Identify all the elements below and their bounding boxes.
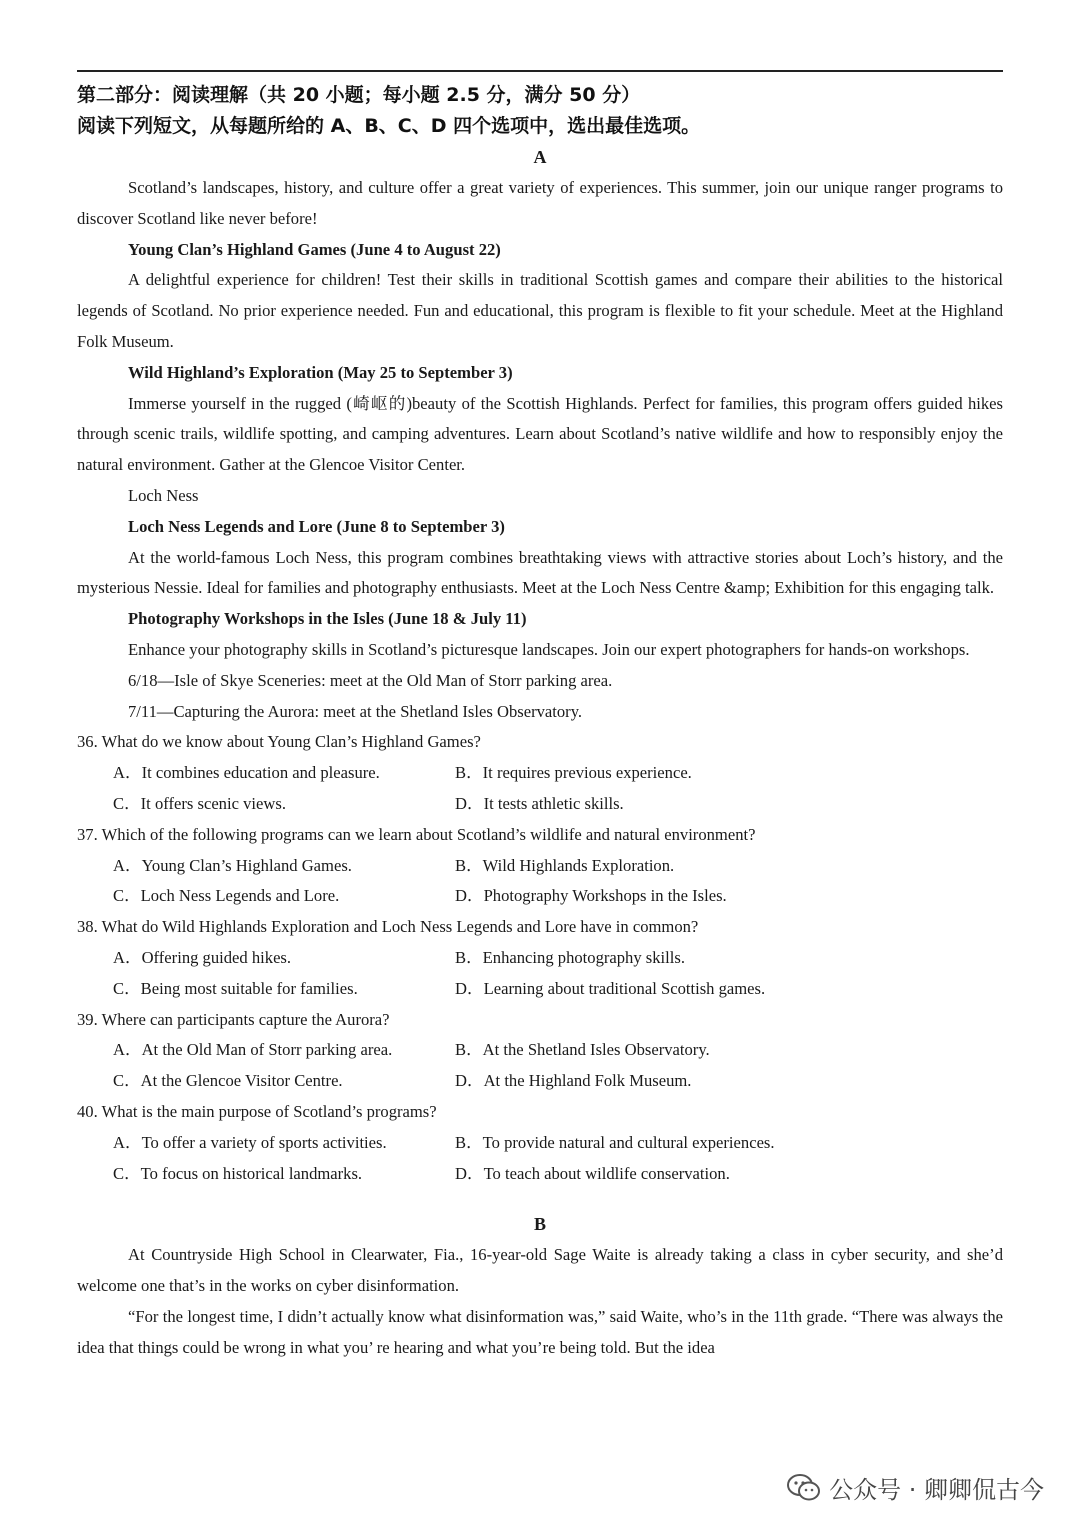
option-c: C．Being most suitable for families. [113,978,358,998]
option-a: A．To offer a variety of sports activities. [113,1132,387,1152]
wechat-watermark [787,1470,1044,1505]
option-d: D．Photography Workshops in the Isles. [455,886,727,906]
watermark-text: 公众号 · 卿卿侃古今 [829,1476,1044,1504]
option-c: C．Loch Ness Legends and Lore. [113,886,340,906]
passage-b-paragraph-2: “For the longest time, I didn’t actually know what disinformation was,” said Waite, who’s in the 11th grade. “There was always the idea that things could be wrong in what you’ re hearing and what you’re being told. But the idea [77,1306,1003,1357]
question-40 [77,1097,1003,1189]
program-3-title: Loch Ness Legends and Lore (June 8 to September 3) [128,516,505,536]
question-stem: 39. Where can participants capture the Aurora? [77,1009,390,1029]
program-4-title: Photography Workshops in the Isles (June 18 & July 11) [128,609,527,629]
option-b: B．It requires previous experience. [455,763,692,783]
program-1-title: Young Clan’s Highland Games (June 4 to August 22) [128,239,501,259]
option-a: A．At the Old Man of Storr parking area. [113,1040,393,1060]
program-2-title: Wild Highland’s Exploration (May 25 to September 3) [128,362,513,382]
top-rule [77,70,1003,72]
option-a: A．Young Clan’s Highland Games. [113,855,352,875]
question-38 [77,912,1003,1004]
program-3-body: At the world-famous Loch Ness, this program combines breathtaking views with attractive stories about Loch’s history, and the mysterious Nessie. Ideal for families and photography enthusiasts. Meet at the Loch Ness Centre &amp; Exhibition for this engaging talk. [77,547,1003,598]
exam-page [77,70,1003,1363]
program-4-line-2: 7/11—Capturing the Aurora: meet at the Shetland Isles Observatory. [128,701,583,721]
question-39 [77,1005,1003,1097]
option-c: C．To focus on historical landmarks. [113,1163,363,1183]
option-d: D．Learning about traditional Scottish games. [455,978,766,998]
option-b: B．Enhancing photography skills. [455,947,685,967]
question-36 [77,727,1003,819]
wechat-icon [787,1474,821,1502]
option-b: B．At the Shetland Isles Observatory. [455,1040,710,1060]
question-37 [77,820,1003,912]
question-stem: 38. What do Wild Highlands Exploration and Loch Ness Legends and Lore have in common? [77,917,699,937]
loch-ness-label: Loch Ness [128,485,199,505]
option-c: C．At the Glencoe Visitor Centre. [113,1071,343,1091]
question-stem: 36. What do we know about Young Clan’s Highland Games? [77,732,481,752]
program-4-body: Enhance your photography skills in Scotland’s picturesque landscapes. Join our expert photographers for hands-on workshops. [128,639,970,659]
option-b: B．Wild Highlands Exploration. [455,855,675,875]
passage-a-letter: A [533,147,547,167]
passage-b-letter: B [533,1214,546,1235]
option-a: A．Offering guided hikes. [113,947,292,967]
instructions: 阅读下列短文，从每题所给的 A、B、C、D 四个选项中，选出最佳选项。 [77,115,701,137]
question-stem: 40. What is the main purpose of Scotland’s programs? [77,1101,437,1121]
option-d: D．It tests athletic skills. [455,793,624,813]
passage-a-intro: Scotland’s landscapes, history, and culture offer a great variety of experiences. This summer, join our unique ranger programs to discover Scotland like never before! [77,178,1003,228]
option-d: D．To teach about wildlife conservation. [455,1163,730,1183]
program-1-body: A delightful experience for children! Test their skills in traditional Scottish games and compare their abilities to the historical legends of Scotland. No prior experience needed. Fun and educational, this program is flexible to fit your schedule. Meet at the Highland Folk Museum. [77,270,1003,351]
section-header: 第二部分：阅读理解（共 20 小题；每小题 2.5 分，满分 50 分） [77,84,641,106]
option-c: C．It offers scenic views. [113,793,286,813]
passage-b-paragraph-1: At Countryside High School in Clearwater, Fia., 16-year-old Sage Waite is already taking a class in cyber security, and she’d welcome one that’s in the works on cyber disinformation. [77,1245,1003,1296]
option-a: A．It combines education and pleasure. [113,763,380,783]
option-d: D．At the Highland Folk Museum. [455,1071,692,1091]
program-2-body: Immerse yourself in the rugged (崎岖的)beauty of the Scottish Highlands. Perfect for families, this program offers guided hikes through scenic trails, wildlife spotting, and camping adventures. Learn about Scotland’s native wildlife and how to responsibly enjoy the natural environment. Gather at the Glencoe Visitor Center. [77,393,1003,475]
program-4-line-1: 6/18—Isle of Skye Sceneries: meet at the Old Man of Storr parking area. [128,670,613,690]
option-b: B．To provide natural and cultural experiences. [455,1132,775,1152]
question-stem: 37. Which of the following programs can we learn about Scotland’s wildlife and natural environment? [77,824,756,844]
